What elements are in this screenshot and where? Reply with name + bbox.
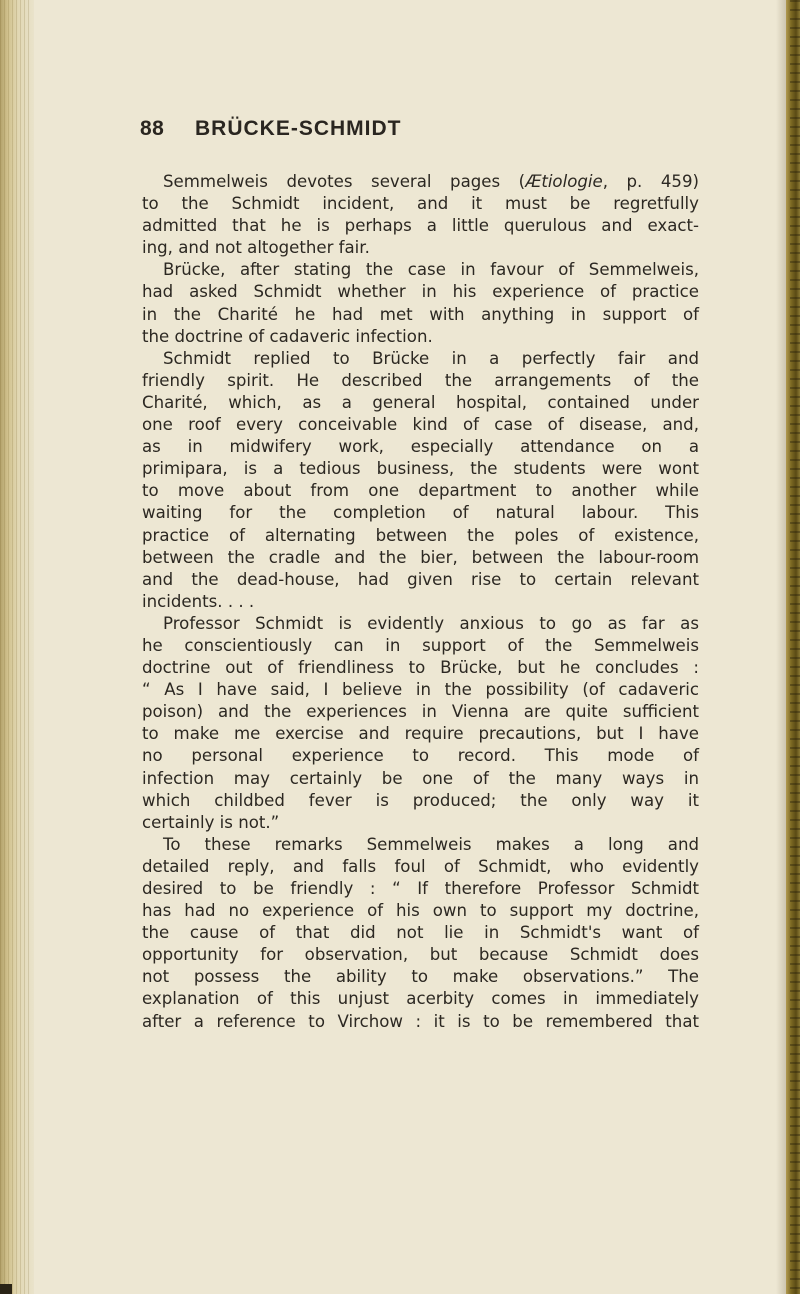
text-line: Charité, which, as a general hospital, contained under bbox=[142, 392, 699, 412]
page-edge-shadow bbox=[776, 0, 786, 1294]
text-line: he conscientiously can in support of the Semmelweis bbox=[142, 635, 699, 655]
page-number: 88 bbox=[140, 117, 165, 140]
text-line: poison) and the experiences in Vienna are quite sufficient bbox=[142, 702, 699, 722]
text-line: infection may certainly be one of the many ways in bbox=[142, 768, 699, 788]
text-line: to the Schmidt incident, and it must be regretfully bbox=[142, 194, 699, 214]
page-edge-texture bbox=[790, 0, 800, 1294]
text-line: practice of alternating between the poles of existence, bbox=[142, 525, 699, 545]
text-line: opportunity for observation, but because Schmidt does bbox=[142, 945, 699, 965]
text-line: “ As I have said, I believe in the possibility (of cadaveric bbox=[142, 680, 699, 700]
text-line: has had no experience of his own to support my doctrine, bbox=[142, 901, 699, 921]
text-line: after a reference to Virchow : it is to be remembered that bbox=[142, 1011, 699, 1031]
text-line: To these remarks Semmelweis makes a long and bbox=[163, 834, 699, 854]
text-line: waiting for the completion of natural labour. This bbox=[142, 503, 699, 523]
text-line: doctrine out of friendliness to Brücke, but he concludes : bbox=[142, 658, 699, 678]
page-header bbox=[140, 117, 696, 147]
text-line: primipara, is a tedious business, the students were wont bbox=[142, 459, 699, 479]
text-line: and the dead-house, had given rise to certain relevant bbox=[142, 569, 699, 589]
text-line: had asked Schmidt whether in his experience of practice bbox=[142, 282, 699, 302]
text-line: in the Charité he had met with anything in support of bbox=[142, 304, 699, 324]
text-line: incidents. . . . bbox=[142, 591, 255, 611]
running-head: BRÜCKE-SCHMIDT bbox=[195, 117, 402, 140]
text-line: to move about from one department to another while bbox=[142, 481, 699, 501]
text-line: friendly spirit. He described the arrangements of the bbox=[142, 370, 699, 390]
page-corner-shadow bbox=[0, 1284, 12, 1294]
text-line: between the cradle and the bier, between the labour-room bbox=[142, 547, 699, 567]
text-line: Schmidt replied to Brücke in a perfectly fair and bbox=[163, 348, 699, 368]
text-line: as in midwifery work, especially attendance on a bbox=[142, 437, 699, 457]
text-line: which childbed fever is produced; the only way it bbox=[142, 790, 699, 810]
text-line: desired to be friendly : “ If therefore Professor Schmidt bbox=[142, 879, 699, 898]
text-line: explanation of this unjust acerbity comes in immediately bbox=[142, 989, 699, 1009]
text-line: to make me exercise and require precautions, but I have bbox=[142, 724, 699, 744]
text-line: Brücke, after stating the case in favour of Semmelweis, bbox=[163, 260, 699, 280]
text-line: detailed reply, and falls foul of Schmidt, who evidently bbox=[142, 856, 699, 876]
text-line: ing, and not altogether fair. bbox=[142, 238, 370, 258]
book-title-italic: Ætiologie bbox=[525, 172, 603, 191]
text-line: one roof every conceivable kind of case of disease, and, bbox=[142, 415, 699, 435]
page-gutter-texture bbox=[0, 0, 30, 1294]
text-line: certainly is not.” bbox=[142, 812, 280, 832]
text-line: Semmelweis devotes several pages (Ætiologie, p. 459) bbox=[163, 172, 699, 191]
text-line: not possess the ability to make observations.” The bbox=[142, 967, 699, 987]
text-line: the doctrine of cadaveric infection. bbox=[142, 326, 433, 346]
text-line: no personal experience to record. This mode of bbox=[142, 746, 699, 766]
text-line: admitted that he is perhaps a little querulous and exact- bbox=[142, 216, 699, 236]
text-line: the cause of that did not lie in Schmidt's want of bbox=[142, 923, 699, 943]
text-line: Professor Schmidt is evidently anxious to go as far as bbox=[163, 613, 699, 633]
body-text bbox=[142, 171, 699, 1033]
